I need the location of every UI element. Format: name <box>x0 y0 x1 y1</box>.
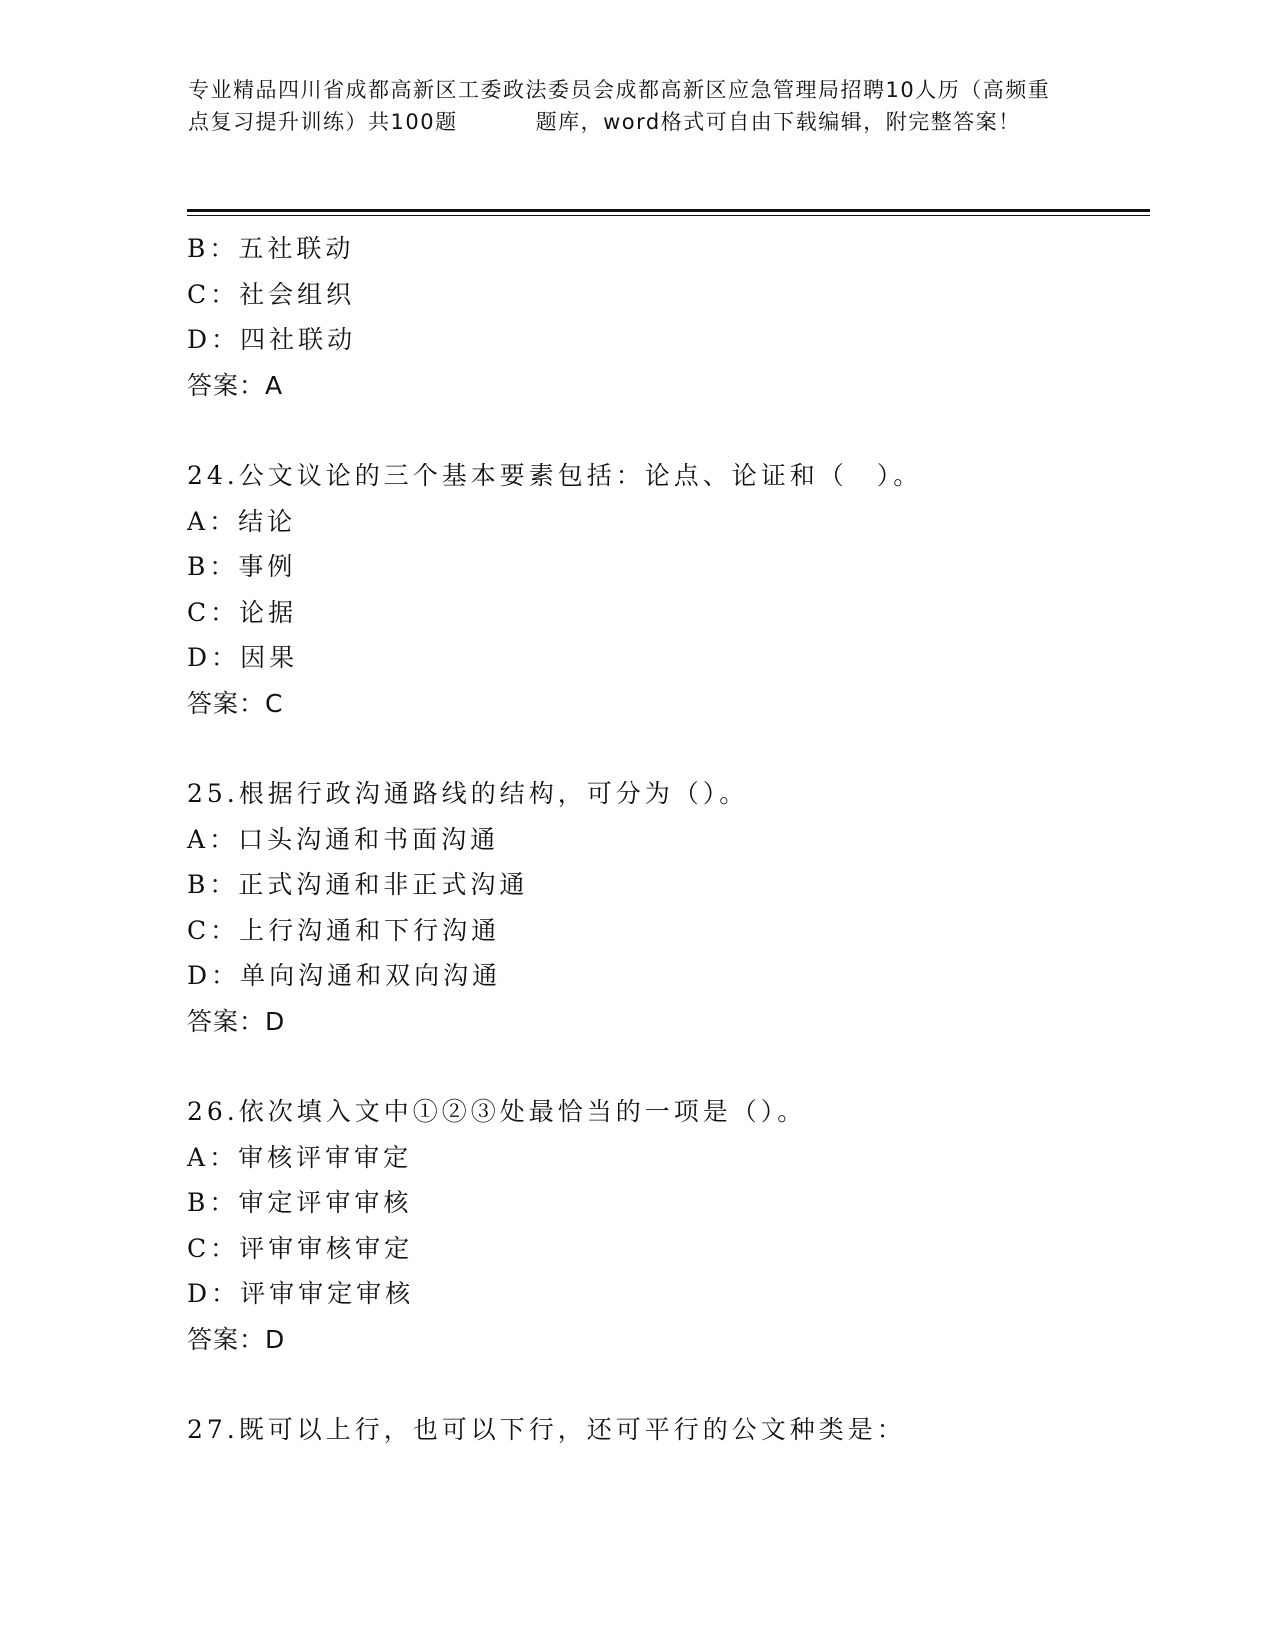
question-list <box>187 226 1147 1453</box>
option-a: A：结论 <box>187 506 297 536</box>
option-c: C：评审审核审定 <box>187 1233 414 1263</box>
answer-line: 答案：D <box>187 1006 286 1036</box>
answer-line: 答案：D <box>187 1324 286 1354</box>
option-c: C：论据 <box>187 597 298 627</box>
option-d: D：因果 <box>187 643 299 672</box>
option-d: D：评审审定审核 <box>187 1279 415 1308</box>
option-d: D：单向沟通和双向沟通 <box>187 961 502 990</box>
option-d: D：四社联动 <box>187 325 357 354</box>
option-b: B：正式沟通和非正式沟通 <box>187 870 529 899</box>
header-rule-thick <box>187 209 1150 212</box>
option-a: A：口头沟通和书面沟通 <box>187 824 500 854</box>
header-rule-thin <box>187 215 1150 216</box>
header-title-part1: 专业精品四川省成都高新区工委政法委员会成都高新区应急管理局招聘10人历（高频重点复习提升训练）共100题 <box>188 78 1051 134</box>
option-c: C：社会组织 <box>187 279 356 309</box>
question-stem: 26.依次填入文中①②③处最恰当的一项是（）。 <box>187 1097 807 1126</box>
option-a: A：审核评审审定 <box>187 1142 413 1172</box>
option-c: C：上行沟通和下行沟通 <box>187 915 501 945</box>
document-header <box>188 74 1068 138</box>
option-b: B：事例 <box>187 552 297 581</box>
option-b: B：五社联动 <box>187 234 355 263</box>
question-stem: 24.公文议论的三个基本要素包括：论点、论证和（ ）。 <box>187 461 923 490</box>
question-stem: 27.既可以上行，也可以下行，还可平行的公文种类是： <box>187 1415 906 1444</box>
answer-line: 答案：A <box>187 370 284 400</box>
header-title-part2: 题库，word格式可自由下载编辑，附完整答案！ <box>535 110 1021 134</box>
option-b: B：审定评审审核 <box>187 1188 413 1217</box>
answer-line: 答案：C <box>187 688 284 718</box>
question-stem: 25.根据行政沟通路线的结构，可分为（）。 <box>187 779 749 808</box>
